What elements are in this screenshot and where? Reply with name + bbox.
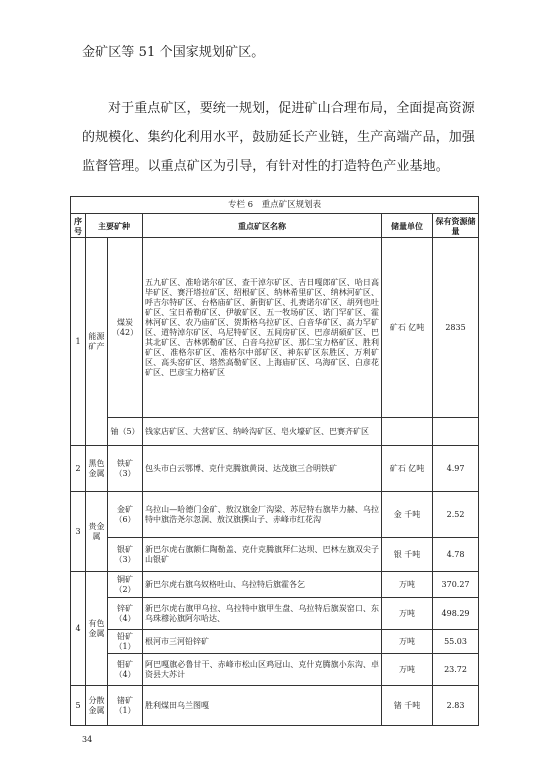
- unit-cell: 金 千吨: [382, 492, 433, 538]
- category-cell: 贵金属: [86, 492, 108, 572]
- mineral-cell: 银矿（3）: [108, 538, 143, 572]
- areas-cell: 新巴尔虎右旗乌奴格吐山、乌拉特后旗霍各乞: [143, 572, 382, 598]
- unit-cell: 万吨: [382, 654, 433, 686]
- reserves-cell: 2835: [433, 238, 479, 418]
- category-cell: 有色金属: [86, 572, 108, 686]
- table-row: [71, 492, 479, 538]
- table-row: [71, 238, 479, 418]
- mineral-cell: 锌矿（4）: [108, 598, 143, 630]
- page-number: 34: [82, 735, 93, 744]
- areas-cell: 新巴尔虎右旗额仁陶勒盖、克什克腾旗拜仁达坝、巴林左旗双尖子山银矿: [143, 538, 382, 572]
- mineral-cell: 钼矿（4）: [108, 654, 143, 686]
- mineral-cell: 锗矿（1）: [108, 686, 143, 726]
- seq-cell: 2: [71, 446, 86, 492]
- seq-cell: 1: [71, 238, 86, 446]
- areas-cell: 钱家店矿区、大营矿区、纳岭沟矿区、皂火壕矿区、巴赛齐矿区: [143, 418, 382, 446]
- text-line-4: 监督管理。以重点矿区为引导，有针对性的打造特色产业基地。: [82, 159, 449, 174]
- table-row: [71, 446, 479, 492]
- text-line-2: 对于重点矿区，要统一规划，促进矿山合理布局，全面提高资源: [108, 101, 475, 116]
- seq-cell: 3: [71, 492, 86, 572]
- reserves-cell: 23.72: [433, 654, 479, 686]
- reserves-cell: 4.97: [433, 446, 479, 492]
- table-title-row: [71, 197, 479, 214]
- unit-cell: 矿石 亿吨: [382, 446, 433, 492]
- category-cell: 分散金属: [86, 686, 108, 726]
- table-title: 专栏 6 重点矿区规划表: [71, 197, 479, 214]
- unit-cell: 万吨: [382, 572, 433, 598]
- reserves-cell: [433, 418, 479, 446]
- key-mining-areas-table: [70, 196, 479, 726]
- text-line-1: 金矿区等 51 个国家规划矿区。: [82, 45, 265, 60]
- table-row: [71, 654, 479, 686]
- areas-cell: 阿巴嘎旗必鲁甘干、赤峰市松山区鸡冠山、克什克腾旗小东沟、卓资县大苏计: [143, 654, 382, 686]
- mineral-cell: 铜矿（2）: [108, 572, 143, 598]
- unit-cell: 矿石 亿吨: [382, 238, 433, 418]
- unit-cell: [382, 418, 433, 446]
- unit-cell: 银 千吨: [382, 538, 433, 572]
- mineral-cell: 铁矿（3）: [108, 446, 143, 492]
- unit-cell: 锗 千吨: [382, 686, 433, 726]
- category-cell: 黑色金属: [86, 446, 108, 492]
- table-row: [71, 686, 479, 726]
- header-areas: 重点矿区名称: [143, 214, 382, 238]
- reserves-cell: 55.03: [433, 630, 479, 654]
- table-row: [71, 598, 479, 630]
- areas-cell: 新巴尔虎右旗甲乌拉、乌拉特中旗甲生盘、乌拉特后旗炭窑口、东乌珠穆沁旗阿尔哈达、: [143, 598, 382, 630]
- header-seq: 序号: [71, 214, 86, 238]
- mineral-cell: 金矿（6）: [108, 492, 143, 538]
- table-row: [71, 572, 479, 598]
- areas-cell: 乌拉山—哈德门金矿、敖汉旗金厂沟梁、苏尼特右旗毕力赫、乌拉特中旗浩尧尔忽洞、敖汉旗撰山子、赤峰市红花沟: [143, 492, 382, 538]
- text-line-3: 的规模化、集约化利用水平，鼓励延长产业链，生产高端产品，加强: [82, 130, 476, 145]
- areas-cell: 五九矿区、准哈诺尔矿区、查干淖尔矿区、吉日嘎郎矿区、哈日高毕矿区、赛汗塔拉矿区、绍根矿区、纳林希里矿区、纳林河矿区、呼吉尔特矿区、台格庙矿区、新街矿区、扎赉诺尔矿区、胡列也吐矿区、宝日希勒矿区、伊敏矿区、五一牧场矿区、诺门罕矿区、霍林河矿区、农乃庙矿区、贺斯格乌拉矿区、白音华矿区、高力罕矿区、道特淖尔矿区、乌尼特矿区、五间房矿区、巴彦胡硕矿区、巴其北矿区、吉林郭勒矿区、白音乌拉矿区、那仁宝力格矿区、胜利矿区、准格尔矿区、准格尔中部矿区、神东矿区东胜区、万利矿区、高头窑矿区、塔然高勒矿区、上海庙矿区、乌海矿区、白彦花矿区、巴彦宝力格矿区: [143, 238, 382, 418]
- header-unit: 储量单位: [382, 214, 433, 238]
- reserves-cell: 370.27: [433, 572, 479, 598]
- table-header-row: [71, 214, 479, 238]
- reserves-cell: 4.78: [433, 538, 479, 572]
- seq-cell: 4: [71, 572, 86, 686]
- unit-cell: 万吨: [382, 630, 433, 654]
- mineral-cell: 铀（5）: [108, 418, 143, 446]
- table-row: [71, 630, 479, 654]
- unit-cell: 万吨: [382, 598, 433, 630]
- areas-cell: 根河市三河铅锌矿: [143, 630, 382, 654]
- header-mineral: 主要矿种: [86, 214, 143, 238]
- mineral-cell: 煤炭（42）: [108, 238, 143, 418]
- reserves-cell: 2.52: [433, 492, 479, 538]
- category-cell: 能源矿产: [86, 238, 108, 446]
- reserves-cell: 498.29: [433, 598, 479, 630]
- mineral-cell: 铅矿（1）: [108, 630, 143, 654]
- seq-cell: 5: [71, 686, 86, 726]
- header-reserves: 保有资源储量: [433, 214, 479, 238]
- table-row: [71, 418, 479, 446]
- areas-cell: 胜利煤田乌兰图嘎: [143, 686, 382, 726]
- reserves-cell: 2.83: [433, 686, 479, 726]
- areas-cell: 包头市白云鄂博、克什克腾旗黄岗、达茂旗三合明铁矿: [143, 446, 382, 492]
- table-row: [71, 538, 479, 572]
